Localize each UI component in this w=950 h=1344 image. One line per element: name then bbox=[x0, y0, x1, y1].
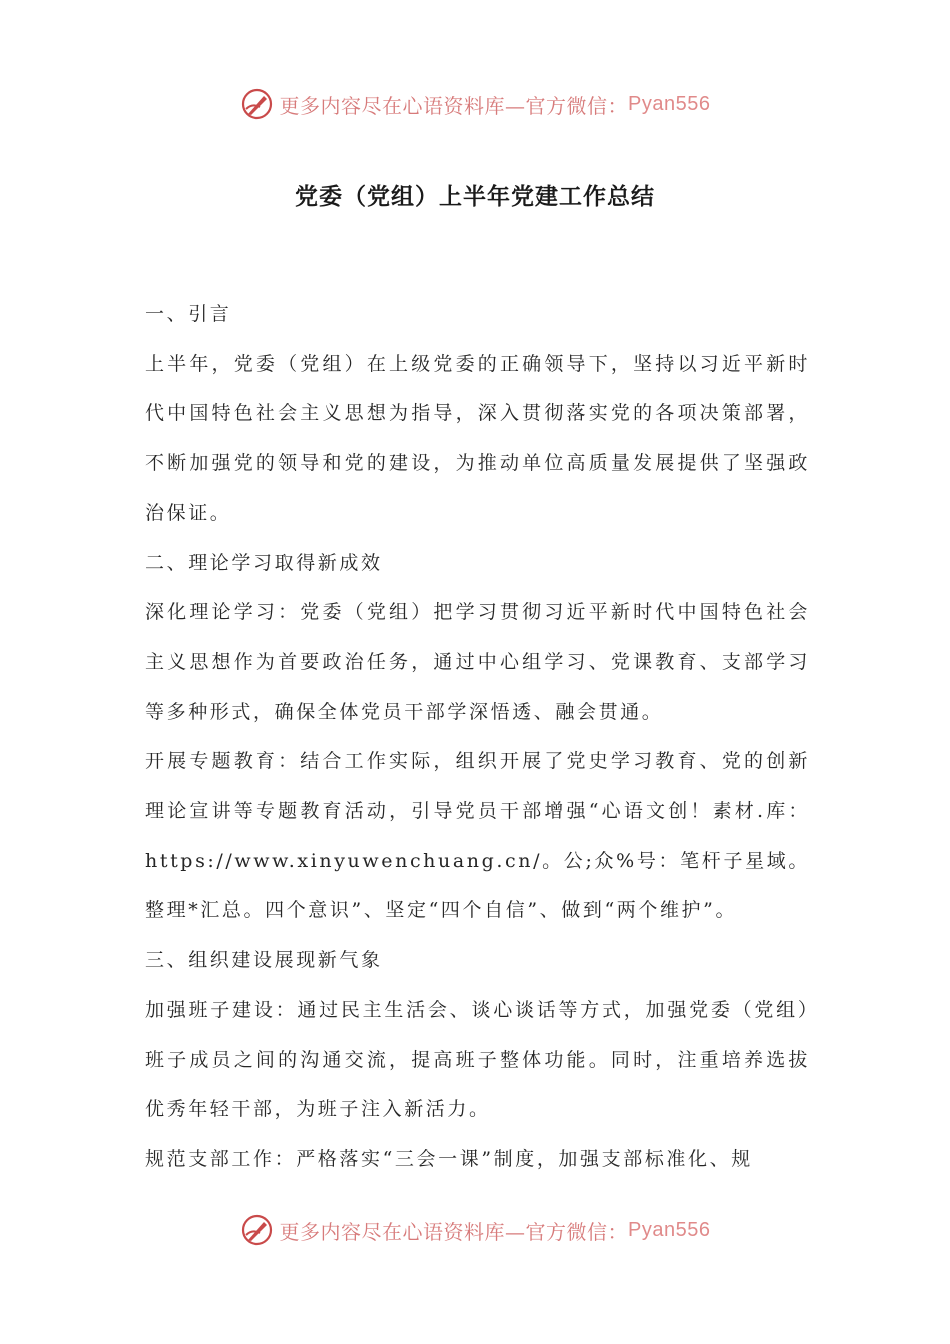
document-body bbox=[145, 290, 810, 1185]
watermark-wechat-id: Pyan556 bbox=[628, 1218, 711, 1241]
watermark-text: 更多内容尽在心语资料库—官方微信： bbox=[279, 1219, 629, 1244]
heading-organization: 三、组织建设展现新气象 bbox=[145, 949, 383, 972]
watermark-wechat-id: Pyan556 bbox=[628, 92, 711, 115]
document-title: 党委（党组）上半年党建工作总结 bbox=[295, 184, 655, 210]
paragraph-special-education: 开展专题教育：结合工作实际，组织开展了党史学习教育、党的创新理论宣讲等专题教育活动，引导党员干部增强“心语文创！素材.库：https://www.xinyuwenchuang.cn/。公;众%号：笔杆子星域。整理*汇总。四个意识”、坚定“四个自信”、做到“两个维护”。 bbox=[145, 750, 810, 922]
heading-theory-study: 二、理论学习取得新成效 bbox=[145, 551, 383, 574]
watermark-footer bbox=[0, 1210, 950, 1250]
quill-logo-icon bbox=[240, 87, 274, 121]
watermark-header bbox=[0, 84, 950, 124]
heading-introduction: 一、引言 bbox=[145, 303, 232, 325]
paragraph-team-building: 加强班子建设：通过民主生活会、谈心谈话等方式，加强党委（党组）班子成员之间的沟通交流，提高班子整体功能。同时，注重培养选拔优秀年轻干部，为班子注入新活力。 bbox=[145, 998, 810, 1121]
watermark-text: 更多内容尽在心语资料库—官方微信： bbox=[279, 93, 629, 118]
quill-logo-icon bbox=[240, 1213, 274, 1247]
paragraph-introduction: 上半年，党委（党组）在上级党委的正确领导下，坚持以习近平新时代中国特色社会主义思想为指导，深入贯彻落实党的各项决策部署，不断加强党的领导和党的建设，为推动单位高质量发展提供了坚强政治保证。 bbox=[145, 352, 810, 524]
paragraph-deepen-study: 深化理论学习：党委（党组）把学习贯彻习近平新时代中国特色社会主义思想作为首要政治任务，通过中心组学习、党课教育、支部学习等多种形式，确保全体党员干部学深悟透、融会贯通。 bbox=[145, 601, 810, 723]
paragraph-branch-work: 规范支部工作：严格落实“三会一课”制度，加强支部标准化、规 bbox=[145, 1147, 753, 1170]
